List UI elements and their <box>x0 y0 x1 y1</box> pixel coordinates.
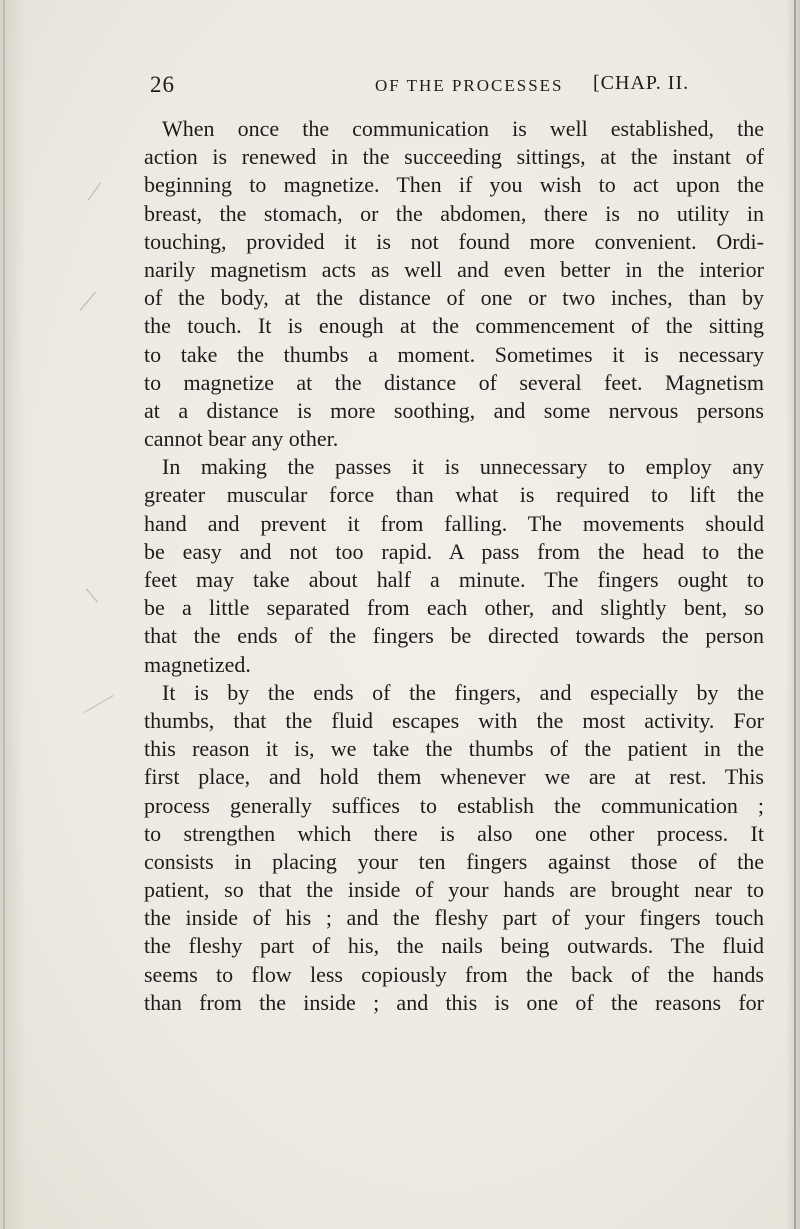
pencil-mark <box>84 695 114 713</box>
text-line: to strengthen which there is also one other process. It <box>144 820 764 846</box>
text-line: breast, the stomach, or the abdomen, there is no utility in <box>144 200 764 226</box>
text-line: narily magnetism acts as well and even better in the interior <box>144 256 764 282</box>
text-line: to take the thumbs a moment. Sometimes it is necessary <box>144 341 764 367</box>
text-line: that the ends of the fingers be directed towards the person <box>144 623 764 649</box>
text-line: than from the inside ; and this is one of the reasons for <box>144 989 764 1015</box>
text-line: greater muscular force than what is required to lift the <box>144 482 764 508</box>
text-line: process generally suffices to establish the communication ; <box>144 792 764 818</box>
binding-edge-line <box>3 0 5 1229</box>
text-line: of the body, at the distance of one or two inches, than by <box>144 285 764 311</box>
text-line: cannot bear any other. <box>144 426 339 452</box>
text-line: patient, so that the inside of your hands are brought near to <box>144 877 764 903</box>
page-edge-line <box>794 0 796 1229</box>
text-line: feet may take about half a minute. The fingers ought to <box>144 567 764 592</box>
pencil-mark <box>88 182 101 201</box>
running-head <box>150 72 760 108</box>
text-line: In making the passes it is unnecessary to employ any <box>162 454 764 480</box>
running-title: OF THE PROCESSES <box>375 76 564 95</box>
text-line: consists in placing your ten fingers against those of the <box>144 848 764 874</box>
text-line: this reason it is, we take the thumbs of the patient in the <box>144 736 764 762</box>
text-line: touching, provided it is not found more convenient. Ordi- <box>144 228 764 254</box>
text-line: action is renewed in the succeeding sittings, at the instant of <box>144 144 764 170</box>
pencil-mark <box>86 588 98 602</box>
page-number: 26 <box>150 72 175 97</box>
text-line: be a little separated from each other, and slightly bent, so <box>144 595 764 621</box>
text-line: be easy and not too rapid. A pass from the head to the <box>144 538 764 564</box>
text-line: to magnetize at the distance of several feet. Magnetism <box>144 369 764 395</box>
text-line: at a distance is more soothing, and some nervous persons <box>144 397 764 423</box>
body-text <box>144 115 764 1017</box>
text-line: hand and prevent it from falling. The movements should <box>144 510 764 536</box>
text-line: first place, and hold them whenever we are at rest. This <box>144 764 764 790</box>
text-line: the touch. It is enough at the commencement of the sitting <box>144 313 764 339</box>
text-line: seems to flow less copiously from the back of the hands <box>144 961 764 987</box>
text-line: When once the communication is well established, the <box>162 116 764 141</box>
chapter-label: [CHAP. II. <box>593 72 690 94</box>
text-line: thumbs, that the fluid escapes with the most activity. For <box>144 707 764 733</box>
text-line: magnetized. <box>144 651 251 677</box>
text-line: beginning to magnetize. Then if you wish to act upon the <box>144 172 764 198</box>
page-edge-shadow-right <box>786 0 800 1229</box>
text-line: the fleshy part of his, the nails being outwards. The fluid <box>144 933 764 959</box>
pencil-mark <box>80 292 96 311</box>
text-line: the inside of his ; and the fleshy part of your fingers touch <box>144 905 764 931</box>
text-line: It is by the ends of the fingers, and especially by the <box>162 679 764 705</box>
